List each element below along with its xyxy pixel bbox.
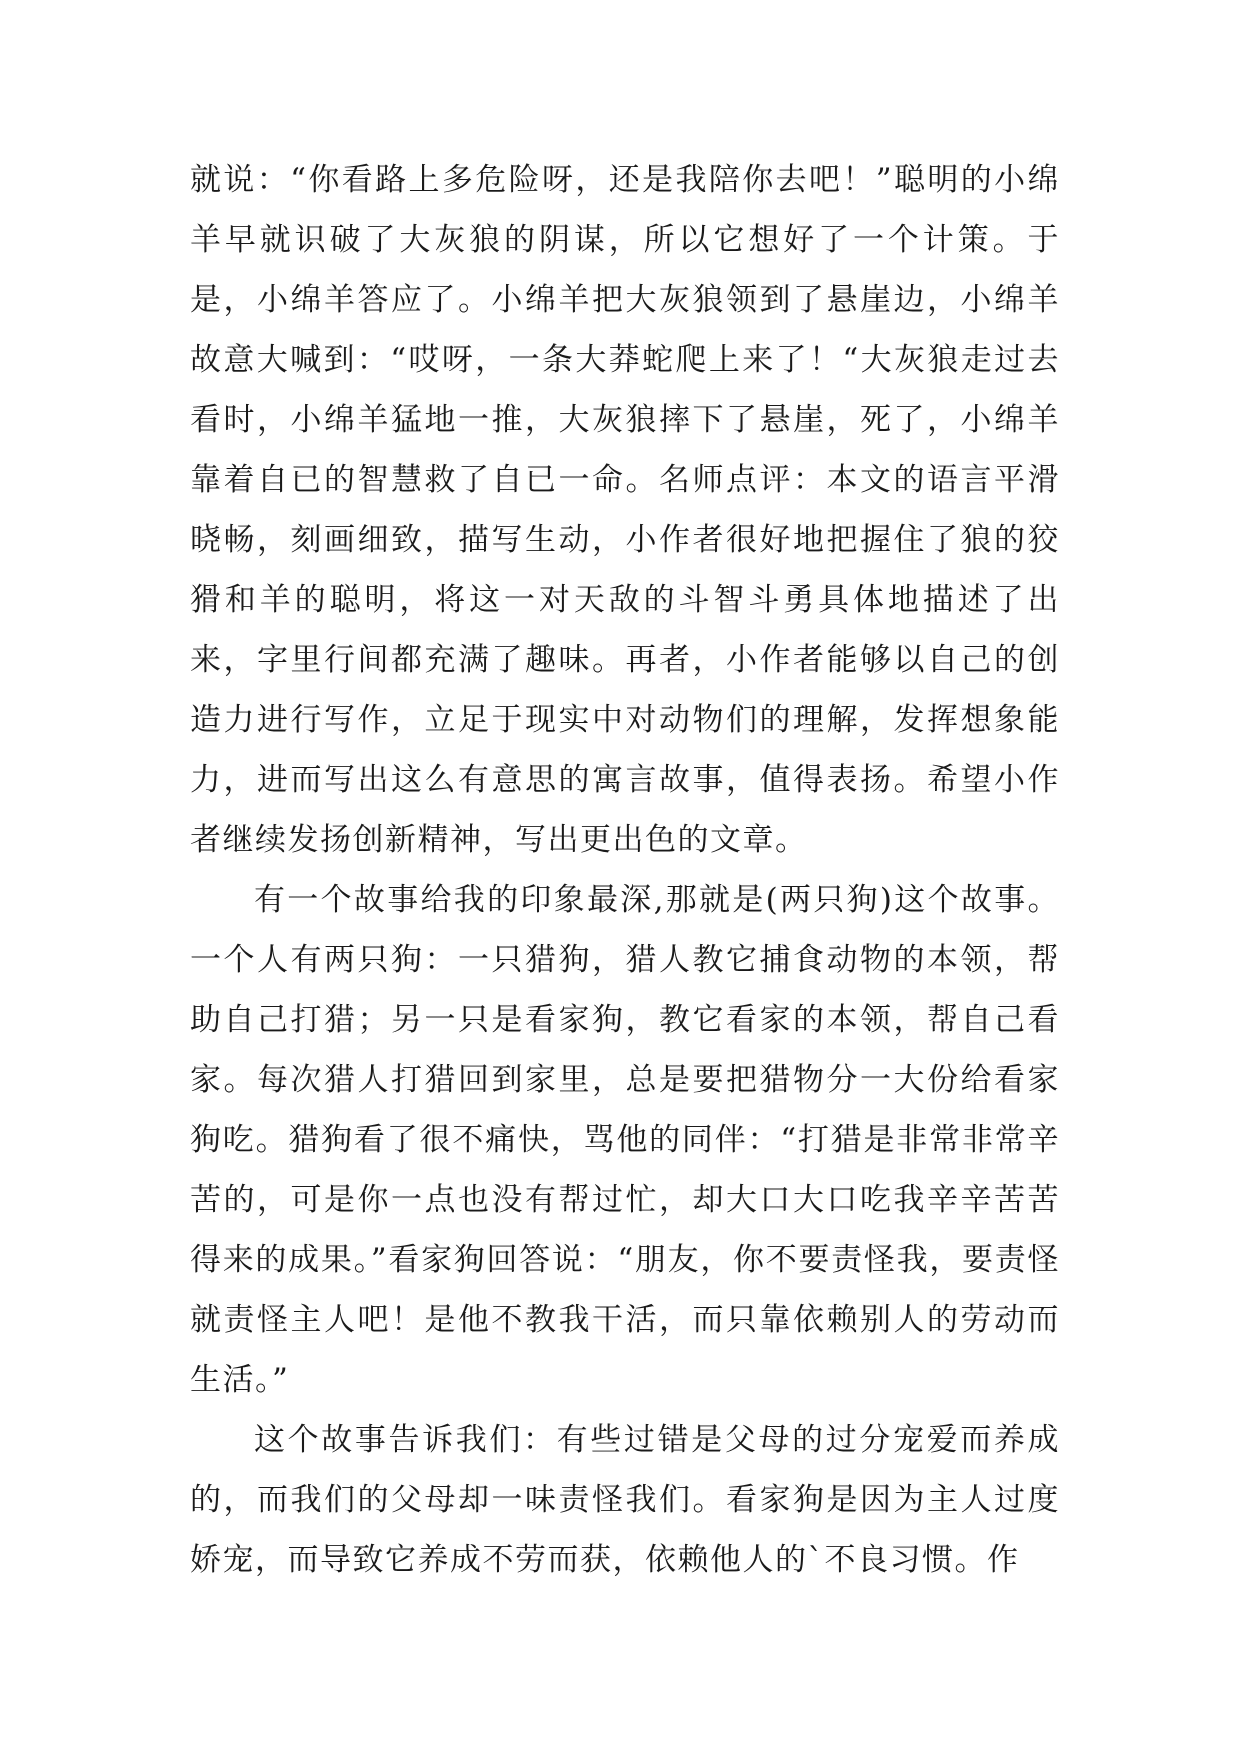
paragraph-1: 就说：“你看路上多危险呀，还是我陪你去吧！”聪明的小绵羊早就识破了大灰狼的阴谋，所以它想好了一个计策。于是，小绵羊答应了。小绵羊把大灰狼领到了悬崖边，小绵羊故意大喊到：“哎呀，一条大莽蛇爬上来了！“大灰狼走过去看时，小绵羊猛地一推，大灰狼摔下了悬崖，死了，小绵羊靠着自已的智慧救了自已一命。名师点评：本文的语言平滑晓畅，刻画细致，描写生动，小作者很好地把握住了狼的狡猾和羊的聪明，将这一对天敌的斗智斗勇具体地描述了出来，字里行间都充满了趣味。再者，小作者能够以自己的创造力进行写作，立足于现实中对动物们的理解，发挥想象能力，进而写出这么有意思的寓言故事，值得表扬。希望小作者继续发扬创新精神，写出更出色的文章。 — [190, 162, 1060, 858]
paragraph-3: 这个故事告诉我们：有些过错是父母的过分宠爱而养成的，而我们的父母却一味责怪我们。看家狗是因为主人过度娇宠，而导致它养成不劳而获，依赖他人的`不良习惯。作 — [190, 1422, 1060, 1578]
body-text — [190, 150, 1060, 1590]
paragraph-2: 有一个故事给我的印象最深,那就是(两只狗)这个故事。一个人有两只狗：一只猎狗，猎人教它捕食动物的本领，帮助自己打猎；另一只是看家狗，教它看家的本领，帮自己看家。每次猎人打猎回到家里，总是要把猎物分一大份给看家狗吃。猎狗看了很不痛快，骂他的同伴：“打猎是非常非常辛苦的，可是你一点也没有帮过忙，却大口大口吃我辛辛苦苦得来的成果。”看家狗回答说：“朋友，你不要责怪我，要责怪就责怪主人吧！是他不教我干活，而只靠依赖别人的劳动而生活。” — [190, 882, 1060, 1398]
